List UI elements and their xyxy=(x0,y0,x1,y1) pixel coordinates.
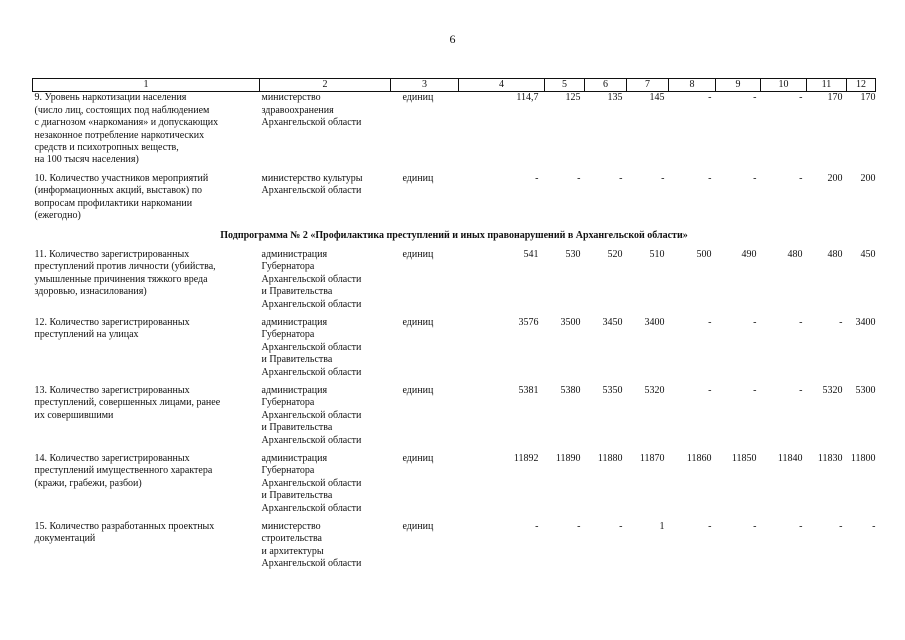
indicator-value: 510 xyxy=(649,248,665,260)
unit-of-measure: единиц xyxy=(402,172,434,184)
responsible-line: строительства xyxy=(261,533,322,545)
indicator-value: 135 xyxy=(607,92,623,104)
indicator-value: - xyxy=(619,172,623,184)
indicator-value: - xyxy=(799,172,803,184)
indicator-name-line: 12. Количество зарегистрированных xyxy=(34,316,190,328)
column-header: 3 xyxy=(391,79,459,92)
responsible-line: Архангельской области xyxy=(261,409,362,421)
responsible-line: здравоохранения xyxy=(261,104,334,116)
indicator-name-line: (кражи, грабежи, разбои) xyxy=(34,477,142,489)
indicator-name-line: преступлений, совершенных лицами, ранее xyxy=(34,397,221,409)
section-row xyxy=(33,228,876,248)
indicator-value: 11892 xyxy=(513,452,539,464)
indicator-name xyxy=(33,92,260,173)
responsible-executor xyxy=(260,317,391,385)
indicator-value: - xyxy=(708,521,712,532)
column-header: 10 xyxy=(761,79,807,92)
responsible-line: Губернатора xyxy=(261,465,315,477)
indicator-name xyxy=(33,249,260,317)
indicator-value: 5380 xyxy=(560,384,581,396)
indicator-value: 450 xyxy=(860,248,876,260)
indicator-name-line: преступлений на улицах xyxy=(34,329,139,341)
indicator-value: - xyxy=(839,521,843,532)
responsible-line: Архангельской области xyxy=(261,434,362,446)
responsible-executor xyxy=(260,92,391,173)
indicator-name-line: (ежегодно) xyxy=(34,210,81,222)
unit-of-measure: единиц xyxy=(402,384,434,396)
indicator-value: - xyxy=(799,316,803,328)
indicator-name-line: их совершившими xyxy=(34,409,114,421)
indicator-value: - xyxy=(661,172,665,184)
indicator-value: 480 xyxy=(787,248,803,260)
indicator-value: 530 xyxy=(565,248,581,260)
responsible-line: администрация xyxy=(261,452,328,464)
indicator-value: 5320 xyxy=(644,384,665,396)
unit-of-measure: единиц xyxy=(402,316,434,328)
indicator-name-line: преступлений имущественного характера xyxy=(34,465,213,477)
indicator-value: 145 xyxy=(649,92,665,104)
indicator-value: 5320 xyxy=(822,384,843,396)
table-row xyxy=(33,385,876,453)
responsible-line: Губернатора xyxy=(261,329,315,341)
indicator-name-line: (информационных акций, выставок) по xyxy=(34,185,203,197)
indicator-name xyxy=(33,317,260,385)
column-header: 4 xyxy=(459,79,545,92)
responsible-line: министерство xyxy=(261,521,321,532)
indicator-value: 490 xyxy=(741,248,757,260)
responsible-line: администрация xyxy=(261,384,328,396)
column-header: 11 xyxy=(807,79,847,92)
unit-of-measure: единиц xyxy=(402,248,434,260)
responsible-line: Архангельской области xyxy=(261,117,362,129)
indicator-value: 11800 xyxy=(850,452,876,464)
indicator-name-line: средств и психотропных веществ, xyxy=(34,142,179,154)
responsible-line: и Правительства xyxy=(261,354,333,366)
responsible-line: администрация xyxy=(261,248,328,260)
responsible-line: и Правительства xyxy=(261,422,333,434)
indicator-value: 11870 xyxy=(639,452,665,464)
table-body xyxy=(33,92,876,577)
indicator-value: 3576 xyxy=(518,316,539,328)
responsible-executor xyxy=(260,173,391,229)
indicator-value: 5350 xyxy=(602,384,623,396)
indicator-name-line: (число лиц, состоящих под наблюдением xyxy=(34,104,210,116)
indicator-value: - xyxy=(753,172,757,184)
indicator-name-line: на 100 тысяч населения) xyxy=(34,154,139,166)
indicator-value: - xyxy=(708,384,712,396)
indicator-value: 11890 xyxy=(555,452,581,464)
indicator-value: 125 xyxy=(565,92,581,104)
indicator-name-line: 15. Количество разработанных проектных xyxy=(34,521,215,532)
responsible-executor xyxy=(260,453,391,521)
responsible-executor xyxy=(260,249,391,317)
indicator-value: 11860 xyxy=(686,452,712,464)
indicator-value: 11840 xyxy=(777,452,803,464)
indicator-value: 541 xyxy=(523,248,539,260)
responsible-line: Архангельской области xyxy=(261,502,362,514)
indicator-name-line: вопросам профилактики наркомании xyxy=(34,197,193,209)
table-header xyxy=(33,79,876,92)
section-title: Подпрограмма № 2 «Профилактика преступлений и иных правонарушений в Архангельской области» xyxy=(220,230,688,242)
indicator-name-line: умышленные причинения тяжкого вреда xyxy=(34,273,208,285)
responsible-line: и Правительства xyxy=(261,286,333,298)
responsible-line: администрация xyxy=(261,316,328,328)
indicator-value: 3400 xyxy=(644,316,665,328)
indicator-value: 114,7 xyxy=(516,92,539,104)
indicator-value: - xyxy=(577,172,581,184)
indicator-value: - xyxy=(708,92,712,104)
responsible-line: Архангельской области xyxy=(261,298,362,310)
indicator-value: 170 xyxy=(860,92,876,104)
responsible-line: Губернатора xyxy=(261,397,315,409)
indicator-value: - xyxy=(753,316,757,328)
indicator-value: 11880 xyxy=(597,452,623,464)
indicator-name xyxy=(33,173,260,229)
table-row xyxy=(33,173,876,229)
indicator-value: - xyxy=(535,521,539,532)
table-row xyxy=(33,453,876,521)
table-row xyxy=(33,317,876,385)
responsible-executor xyxy=(260,385,391,453)
indicator-value: - xyxy=(577,521,581,532)
responsible-line: Архангельской области xyxy=(261,558,362,570)
responsible-line: Архангельской области xyxy=(261,341,362,353)
column-header: 7 xyxy=(627,79,669,92)
indicator-name-line: незаконное потребление наркотических xyxy=(34,129,205,141)
responsible-line: Архангельской области xyxy=(261,366,362,378)
indicator-value: - xyxy=(708,172,712,184)
indicator-name-line: 14. Количество зарегистрированных xyxy=(34,452,190,464)
indicator-value: 480 xyxy=(827,248,843,260)
page-number: 6 xyxy=(449,32,456,46)
indicator-name-line: 11. Количество зарегистрированных xyxy=(34,248,190,260)
column-header: 5 xyxy=(545,79,585,92)
indicator-value: - xyxy=(753,92,757,104)
indicator-value: - xyxy=(535,172,539,184)
responsible-line: Архангельской области xyxy=(261,185,362,197)
indicator-name-line: 9. Уровень наркотизации населения xyxy=(34,92,187,104)
indicator-value: 200 xyxy=(827,172,843,184)
indicator-value: 520 xyxy=(607,248,623,260)
indicator-name-line: документаций xyxy=(34,533,96,545)
indicator-value: 170 xyxy=(827,92,843,104)
responsible-line: Архангельской области xyxy=(261,477,362,489)
column-header: 6 xyxy=(585,79,627,92)
indicator-value: 5300 xyxy=(855,384,876,396)
indicator-name xyxy=(33,385,260,453)
indicator-value: 11850 xyxy=(731,452,757,464)
indicator-value: - xyxy=(799,384,803,396)
responsible-line: министерство xyxy=(261,92,321,104)
column-header: 1 xyxy=(33,79,260,92)
indicator-value: 1 xyxy=(659,521,665,532)
indicator-value: - xyxy=(839,316,843,328)
indicator-name-line: преступлений против личности (убийства, xyxy=(34,261,216,273)
indicator-value: - xyxy=(799,521,803,532)
indicators-table xyxy=(32,78,876,577)
unit-of-measure: единиц xyxy=(402,452,434,464)
responsible-line: и Правительства xyxy=(261,490,333,502)
column-header: 8 xyxy=(669,79,716,92)
indicator-value: 3500 xyxy=(560,316,581,328)
table-row xyxy=(33,92,876,173)
indicator-value: - xyxy=(753,521,757,532)
indicator-value: 3450 xyxy=(602,316,623,328)
indicator-value: 200 xyxy=(860,172,876,184)
indicator-value: 5381 xyxy=(518,384,539,396)
indicator-value: - xyxy=(753,384,757,396)
column-header: 9 xyxy=(716,79,761,92)
indicator-name-line: здоровью, изнасилования) xyxy=(34,286,147,298)
unit-of-measure: единиц xyxy=(402,92,434,104)
table-row xyxy=(33,521,876,577)
responsible-line: министерство культуры xyxy=(261,172,363,184)
table-row xyxy=(33,249,876,317)
responsible-line: Архангельской области xyxy=(261,273,362,285)
indicator-value: - xyxy=(619,521,623,532)
responsible-line: и архитектуры xyxy=(261,545,324,557)
indicator-name-line: 10. Количество участников мероприятий xyxy=(34,172,209,184)
indicator-name-line: с диагнозом «наркомания» и допускающих xyxy=(34,117,219,129)
indicator-value: 500 xyxy=(696,248,712,260)
indicator-value: - xyxy=(872,521,876,532)
unit-of-measure: единиц xyxy=(402,521,434,532)
indicator-value: - xyxy=(708,316,712,328)
indicator-name xyxy=(33,521,260,577)
responsible-line: Губернатора xyxy=(261,261,315,273)
indicator-name xyxy=(33,453,260,521)
column-header: 2 xyxy=(260,79,391,92)
indicator-value: - xyxy=(799,92,803,104)
indicator-value: 11830 xyxy=(817,452,843,464)
responsible-executor xyxy=(260,521,391,577)
indicator-value: 3400 xyxy=(855,316,876,328)
column-header: 12 xyxy=(847,79,876,92)
indicator-name-line: 13. Количество зарегистрированных xyxy=(34,384,190,396)
